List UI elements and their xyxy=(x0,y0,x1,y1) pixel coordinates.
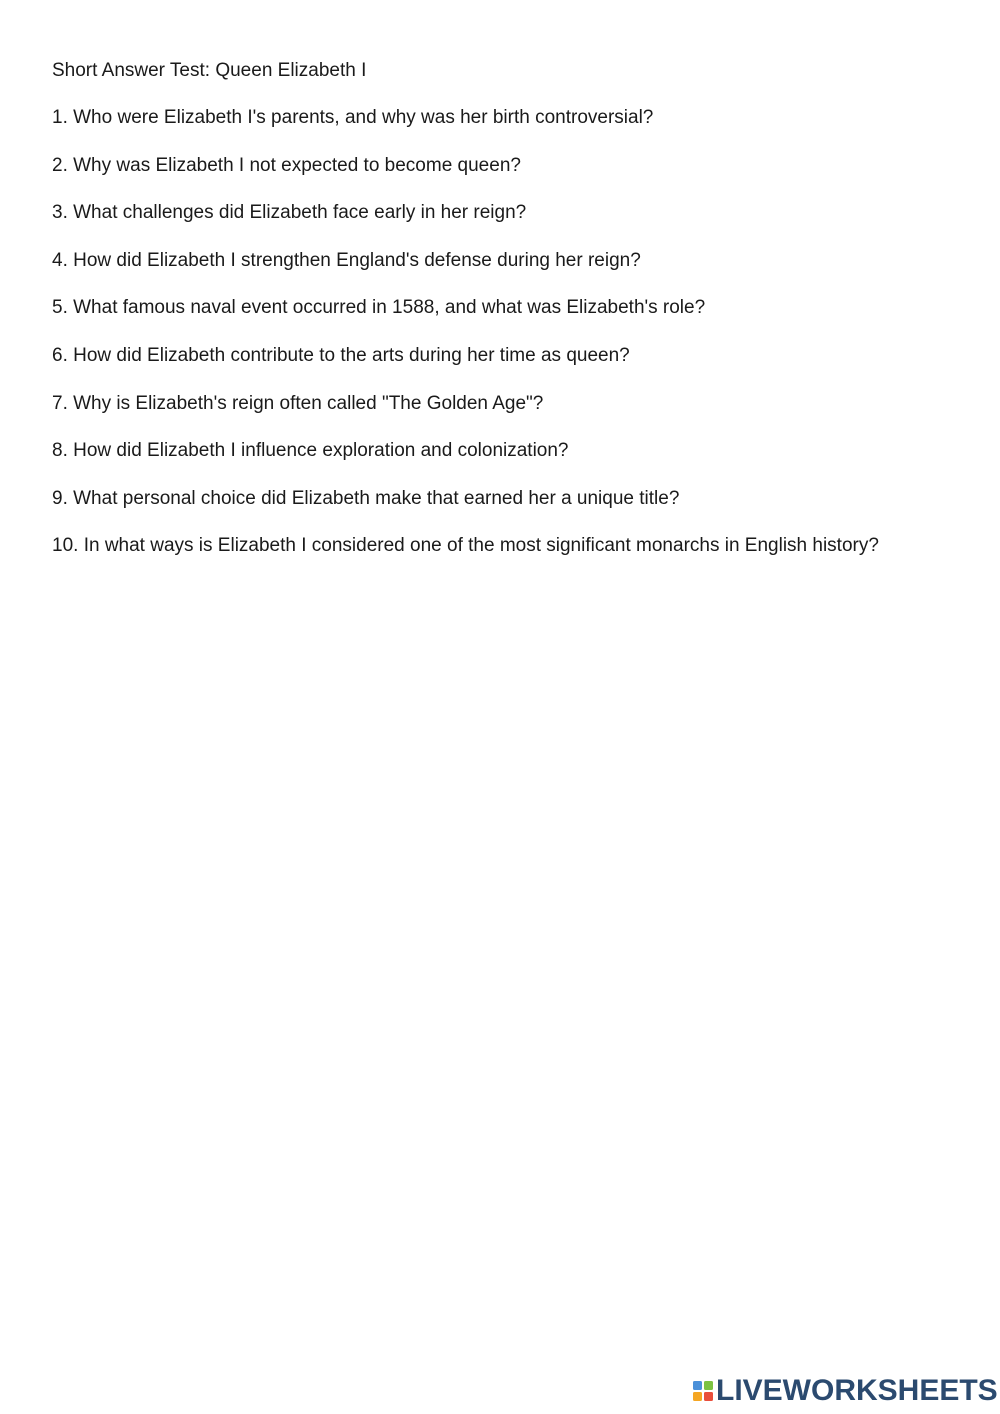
question-list xyxy=(52,106,879,582)
question-item: 3. What challenges did Elizabeth face early in her reign? xyxy=(52,202,527,224)
page-title: Short Answer Test: Queen Elizabeth I xyxy=(52,60,367,81)
question-item: 2. Why was Elizabeth I not expected to become queen? xyxy=(52,154,521,176)
liveworksheets-brand[interactable] xyxy=(692,1374,998,1408)
question-item: 9. What personal choice did Elizabeth make that earned her a unique title? xyxy=(52,487,680,509)
question-item: 4. How did Elizabeth I strengthen England's defense during her reign? xyxy=(52,249,641,271)
question-item: 10. In what ways is Elizabeth I considered one of the most significant monarchs in English history? xyxy=(52,535,879,557)
question-item: 6. How did Elizabeth contribute to the arts during her time as queen? xyxy=(52,344,630,366)
question-item: 1. Who were Elizabeth I's parents, and why was her birth controversial? xyxy=(52,107,654,128)
question-item: 5. What famous naval event occurred in 1588, and what was Elizabeth's role? xyxy=(52,297,706,319)
brand-wordmark: LIVEWORKSHEETS xyxy=(716,1374,998,1407)
liveworksheets-logo-icon xyxy=(692,1378,714,1404)
question-item: 7. Why is Elizabeth's reign often called "The Golden Age"? xyxy=(52,392,544,414)
question-item: 8. How did Elizabeth I influence exploration and colonization? xyxy=(52,440,569,462)
